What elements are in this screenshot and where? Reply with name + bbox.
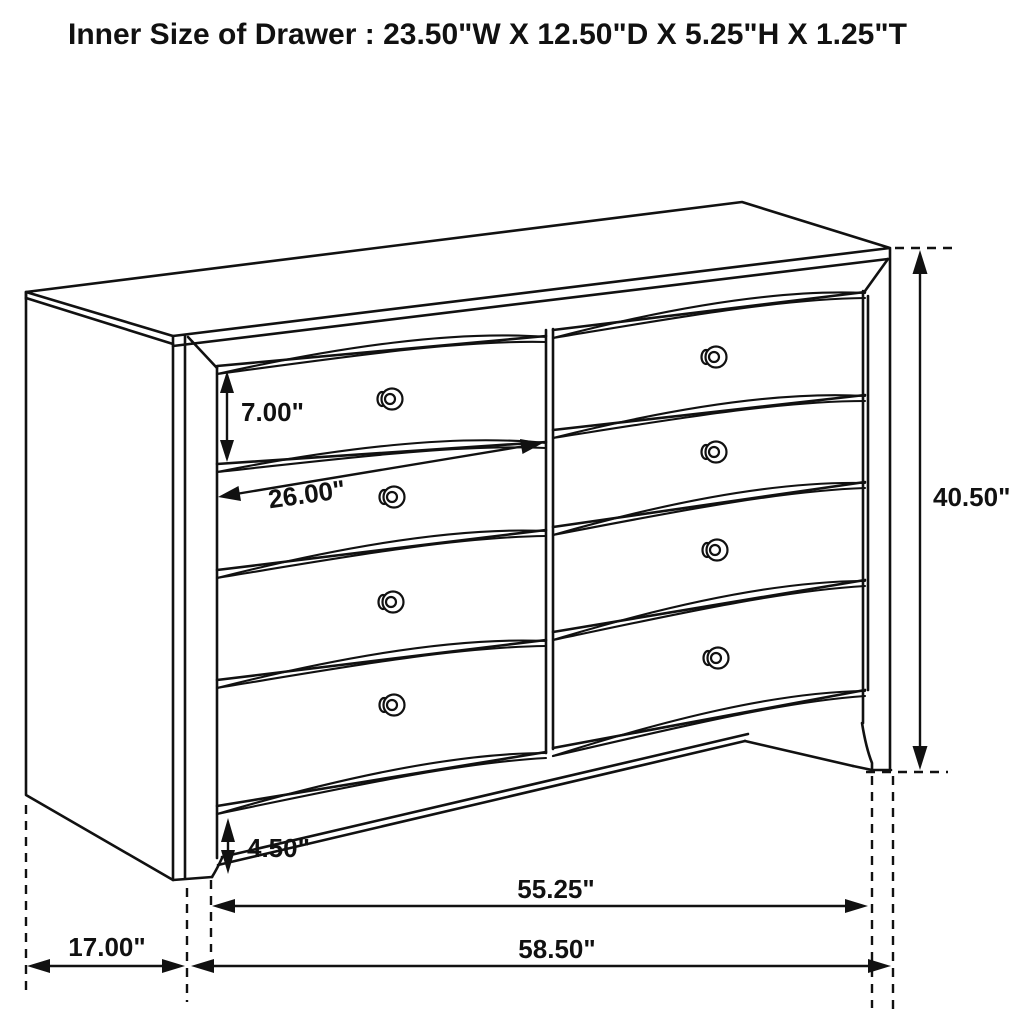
dim-label-base-height: 4.50" <box>247 833 310 863</box>
drawer-knob <box>702 347 727 368</box>
drawer-knob <box>703 540 728 561</box>
drawer-knob <box>380 487 405 508</box>
dim-label-drawer-front-height: 7.00" <box>241 397 304 427</box>
dim-label-side-depth: 17.00" <box>68 932 146 962</box>
dim-label-drawer-width: 26.00" <box>266 473 348 515</box>
drawer-knob <box>704 648 729 669</box>
drawer-knob <box>379 592 404 613</box>
dim-label-overall-height: 40.50" <box>933 482 1011 512</box>
drawer-knob <box>378 389 403 410</box>
drawer-knob <box>702 442 727 463</box>
drawer-knob <box>380 695 405 716</box>
dim-label-overall-width: 58.50" <box>518 934 596 964</box>
dim-label-footprint-width: 55.25" <box>517 874 595 904</box>
figure-title: Inner Size of Drawer : 23.50"W X 12.50"D X 5.25"H X 1.25"T <box>68 18 907 51</box>
